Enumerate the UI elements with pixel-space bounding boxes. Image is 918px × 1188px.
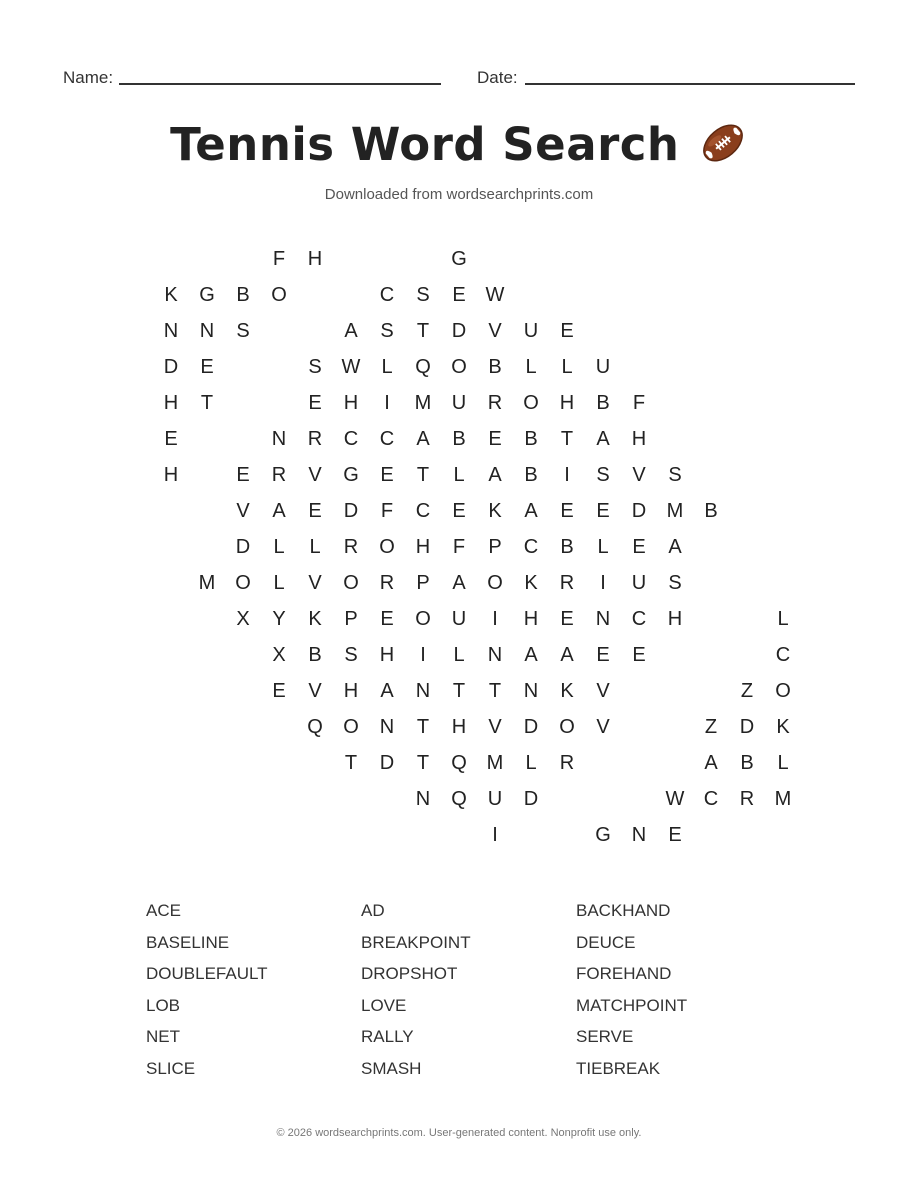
grid-letter[interactable]: H xyxy=(343,680,359,702)
grid-letter[interactable]: T xyxy=(416,716,430,738)
grid-letter[interactable]: D xyxy=(343,500,359,522)
grid-letter[interactable]: L xyxy=(525,752,537,774)
grid-letter[interactable]: L xyxy=(273,572,285,594)
grid-letter[interactable]: C xyxy=(379,284,395,306)
grid-letter[interactable]: D xyxy=(523,716,539,738)
grid-letter[interactable]: A xyxy=(668,536,682,558)
grid-letter[interactable]: S xyxy=(236,320,250,342)
grid-letter[interactable]: O xyxy=(487,572,503,594)
grid-letter[interactable]: T xyxy=(344,752,358,774)
grid-letter[interactable]: W xyxy=(485,284,505,306)
word-list-item: SERVE xyxy=(576,1027,634,1047)
grid-letter[interactable]: P xyxy=(344,608,358,630)
grid-letter[interactable]: D xyxy=(235,536,251,558)
grid-letter[interactable]: U xyxy=(523,320,539,342)
grid-letter[interactable]: L xyxy=(309,536,321,558)
page-title: Tennis Word Search xyxy=(170,118,680,171)
grid-letter[interactable]: N xyxy=(199,320,215,342)
grid-letter[interactable]: N xyxy=(163,320,179,342)
grid-letter[interactable]: R xyxy=(487,392,503,414)
grid-letter[interactable]: C xyxy=(703,788,719,810)
grid-letter[interactable]: B xyxy=(560,536,574,558)
grid-letter[interactable]: M xyxy=(198,572,216,594)
grid-letter[interactable]: S xyxy=(668,572,682,594)
grid-letter[interactable]: I xyxy=(492,608,498,630)
grid-letter[interactable]: N xyxy=(523,680,539,702)
grid-letter[interactable]: K xyxy=(524,572,538,594)
footer-note: © 2026 wordsearchprints.com. User-generated content. Nonprofit use only. xyxy=(276,1127,642,1139)
grid-letter[interactable]: N xyxy=(595,608,611,630)
word-list-item: MATCHPOINT xyxy=(576,995,688,1015)
grid-letter[interactable]: N xyxy=(415,680,431,702)
grid-letter[interactable]: A xyxy=(452,572,466,594)
grid-letter[interactable]: G xyxy=(451,248,467,270)
grid-letter[interactable]: Z xyxy=(740,680,754,702)
grid-letter[interactable]: Q xyxy=(415,356,431,378)
grid-letter[interactable]: T xyxy=(416,320,430,342)
grid-letter[interactable]: H xyxy=(163,464,179,486)
grid-letter[interactable]: T xyxy=(200,392,214,414)
grid-letter[interactable]: O xyxy=(559,716,575,738)
grid-letter[interactable]: H xyxy=(163,392,179,414)
grid-letter[interactable]: U xyxy=(487,788,503,810)
grid-letter[interactable]: E xyxy=(452,284,466,306)
grid-letter[interactable]: O xyxy=(523,392,539,414)
grid-letter[interactable]: E xyxy=(560,320,574,342)
grid-letter[interactable]: Q xyxy=(451,752,467,774)
grid-letter[interactable]: G xyxy=(595,824,611,846)
grid-letter[interactable]: E xyxy=(560,500,574,522)
word-list-item: FOREHAND xyxy=(576,964,672,984)
grid-letter[interactable]: M xyxy=(666,500,684,522)
grid-letter[interactable]: W xyxy=(341,356,361,378)
grid-letter[interactable]: V xyxy=(596,680,610,702)
grid-letter[interactable]: N xyxy=(631,824,647,846)
grid-letter[interactable]: U xyxy=(451,392,467,414)
grid-letter[interactable]: C xyxy=(343,428,359,450)
word-list-item: AD xyxy=(361,901,385,920)
grid-letter[interactable]: G xyxy=(343,464,359,486)
grid-letter[interactable]: N xyxy=(379,716,395,738)
grid-letter[interactable]: R xyxy=(271,464,287,486)
grid-letter[interactable]: H xyxy=(343,392,359,414)
grid-letter[interactable]: H xyxy=(415,536,431,558)
word-list-item: DOUBLEFAULT xyxy=(146,964,268,984)
grid-letter[interactable]: E xyxy=(668,824,682,846)
word-list-item: SLICE xyxy=(146,1059,196,1078)
grid-letter[interactable]: Y xyxy=(272,608,286,630)
grid-letter[interactable]: Q xyxy=(451,788,467,810)
grid-letter[interactable]: V xyxy=(632,464,646,486)
grid-letter[interactable]: E xyxy=(632,644,646,666)
grid-letter[interactable]: N xyxy=(271,428,287,450)
grid-letter[interactable]: K xyxy=(308,608,322,630)
grid-letter[interactable]: D xyxy=(163,356,179,378)
grid-letter[interactable]: K xyxy=(776,716,790,738)
grid-letter[interactable]: C xyxy=(631,608,647,630)
grid-letter[interactable]: R xyxy=(739,788,755,810)
grid-letter[interactable]: C xyxy=(415,500,431,522)
grid-letter[interactable]: H xyxy=(559,392,575,414)
name-label: Name: xyxy=(63,68,114,87)
grid-letter[interactable]: H xyxy=(631,428,647,450)
grid-letter[interactable]: A xyxy=(704,752,718,774)
grid-letter[interactable]: F xyxy=(452,536,466,558)
grid-letter[interactable]: V xyxy=(596,716,610,738)
grid-letter[interactable]: N xyxy=(487,644,503,666)
grid-letter[interactable]: W xyxy=(665,788,685,810)
grid-letter[interactable]: L xyxy=(273,536,285,558)
grid-letter[interactable]: B xyxy=(596,392,610,414)
grid-letter[interactable]: E xyxy=(632,536,646,558)
grid-letter[interactable]: E xyxy=(380,608,394,630)
word-list-item: RALLY xyxy=(361,1027,414,1047)
grid-letter[interactable]: D xyxy=(379,752,395,774)
grid-letter[interactable]: V xyxy=(488,716,502,738)
word-list-item: LOB xyxy=(146,995,181,1015)
grid-letter[interactable]: E xyxy=(596,644,610,666)
grid-letter[interactable]: U xyxy=(451,608,467,630)
grid-letter[interactable]: A xyxy=(344,320,358,342)
grid-letter[interactable]: B xyxy=(740,752,754,774)
grid-letter[interactable]: I xyxy=(420,644,426,666)
grid-letter[interactable]: E xyxy=(452,500,466,522)
word-list-item: DEUCE xyxy=(576,932,636,952)
grid-letter[interactable]: O xyxy=(271,284,287,306)
grid-letter[interactable]: T xyxy=(416,752,430,774)
grid-letter[interactable]: D xyxy=(631,500,647,522)
grid-letter[interactable]: K xyxy=(164,284,178,306)
grid-letter[interactable]: O xyxy=(343,716,359,738)
grid-letter[interactable]: M xyxy=(414,392,432,414)
grid-letter[interactable]: P xyxy=(416,572,430,594)
grid-letter[interactable]: M xyxy=(486,752,504,774)
date-label: Date: xyxy=(477,68,518,87)
grid-letter[interactable]: V xyxy=(308,572,322,594)
grid-letter[interactable]: U xyxy=(631,572,647,594)
grid-letter[interactable]: V xyxy=(308,464,322,486)
grid-letter[interactable]: R xyxy=(559,572,575,594)
grid-letter[interactable]: H xyxy=(379,644,395,666)
grid-letter[interactable]: L xyxy=(777,752,789,774)
grid-letter[interactable]: S xyxy=(380,320,394,342)
grid-letter[interactable]: A xyxy=(524,644,538,666)
grid-letter[interactable]: D xyxy=(523,788,539,810)
grid-letter[interactable]: S xyxy=(596,464,610,486)
grid-letter[interactable]: A xyxy=(272,500,286,522)
grid-letter[interactable]: A xyxy=(416,428,430,450)
grid-letter[interactable]: N xyxy=(415,788,431,810)
grid-letter[interactable]: I xyxy=(492,824,498,846)
grid-letter[interactable]: L xyxy=(453,464,465,486)
word-list-item: TIEBREAK xyxy=(576,1059,661,1078)
grid-letter[interactable]: D xyxy=(739,716,755,738)
grid-letter[interactable]: K xyxy=(560,680,574,702)
grid-letter[interactable]: C xyxy=(523,536,539,558)
word-list-item: DROPSHOT xyxy=(361,964,458,984)
grid-letter[interactable]: H xyxy=(451,716,467,738)
word-list-item: ACE xyxy=(146,901,181,920)
grid-letter[interactable]: U xyxy=(595,356,611,378)
grid-letter[interactable]: C xyxy=(379,428,395,450)
grid-letter[interactable]: V xyxy=(236,500,250,522)
grid-letter[interactable]: L xyxy=(597,536,609,558)
grid-letter[interactable]: E xyxy=(200,356,214,378)
grid-letter[interactable]: L xyxy=(453,644,465,666)
grid-letter[interactable]: E xyxy=(308,392,322,414)
grid-letter[interactable]: E xyxy=(488,428,502,450)
word-list-item: BREAKPOINT xyxy=(361,932,471,952)
grid-letter[interactable]: I xyxy=(384,392,390,414)
grid-letter[interactable]: A xyxy=(488,464,502,486)
grid-letter[interactable]: A xyxy=(560,644,574,666)
word-list-item: SMASH xyxy=(361,1059,422,1078)
grid-letter[interactable]: A xyxy=(380,680,394,702)
grid-letter[interactable]: R xyxy=(559,752,575,774)
grid-letter[interactable]: R xyxy=(343,536,359,558)
grid-letter[interactable]: Q xyxy=(307,716,323,738)
grid-letter[interactable]: T xyxy=(560,428,574,450)
grid-letter[interactable]: L xyxy=(381,356,393,378)
grid-letter[interactable]: O xyxy=(451,356,467,378)
grid-letter[interactable]: R xyxy=(379,572,395,594)
grid-letter[interactable]: K xyxy=(488,500,502,522)
grid-letter[interactable]: C xyxy=(775,644,791,666)
grid-letter[interactable]: B xyxy=(524,428,538,450)
grid-letter[interactable]: B xyxy=(704,500,718,522)
grid-letter[interactable]: D xyxy=(451,320,467,342)
grid-letter[interactable]: F xyxy=(632,392,646,414)
grid-letter[interactable]: X xyxy=(236,608,250,630)
grid-letter[interactable]: B xyxy=(488,356,502,378)
word-list-item: LOVE xyxy=(361,995,407,1015)
grid-letter[interactable]: A xyxy=(596,428,610,450)
grid-letter[interactable]: S xyxy=(344,644,358,666)
grid-letter[interactable]: V xyxy=(488,320,502,342)
grid-letter[interactable]: T xyxy=(416,464,430,486)
grid-letter[interactable]: H xyxy=(667,608,683,630)
grid-letter[interactable]: E xyxy=(272,680,286,702)
grid-letter[interactable]: O xyxy=(379,536,395,558)
grid-letter[interactable]: E xyxy=(560,608,574,630)
grid-letter[interactable]: G xyxy=(199,284,215,306)
grid-letter[interactable]: S xyxy=(308,356,322,378)
grid-letter[interactable]: P xyxy=(488,536,502,558)
word-list-item: NET xyxy=(146,1027,180,1047)
grid-letter[interactable]: E xyxy=(308,500,322,522)
grid-letter[interactable]: X xyxy=(272,644,286,666)
grid-letter[interactable]: Z xyxy=(704,716,718,738)
grid-letter[interactable]: I xyxy=(564,464,570,486)
grid-letter[interactable]: L xyxy=(525,356,537,378)
grid-letter[interactable]: F xyxy=(380,500,394,522)
grid-letter[interactable]: H xyxy=(307,248,323,270)
grid-letter[interactable]: B xyxy=(524,464,538,486)
grid-letter[interactable]: O xyxy=(235,572,251,594)
grid-letter[interactable]: O xyxy=(343,572,359,594)
grid-letter[interactable]: S xyxy=(416,284,430,306)
grid-letter[interactable]: B xyxy=(236,284,250,306)
grid-letter[interactable]: E xyxy=(380,464,394,486)
grid-letter[interactable]: T xyxy=(488,680,502,702)
grid-letter[interactable]: R xyxy=(307,428,323,450)
grid-letter[interactable]: O xyxy=(775,680,791,702)
grid-letter[interactable]: T xyxy=(452,680,466,702)
grid-letter[interactable]: B xyxy=(452,428,466,450)
grid-letter[interactable]: I xyxy=(600,572,606,594)
grid-letter[interactable]: B xyxy=(308,644,322,666)
grid-letter[interactable]: E xyxy=(164,428,178,450)
subtitle: Downloaded from wordsearchprints.com xyxy=(324,186,594,203)
grid-letter[interactable]: O xyxy=(415,608,431,630)
grid-letter[interactable]: S xyxy=(668,464,682,486)
grid-letter[interactable]: M xyxy=(774,788,792,810)
word-list-item: BASELINE xyxy=(146,932,230,952)
grid-letter[interactable]: F xyxy=(272,248,286,270)
grid-letter[interactable]: E xyxy=(596,500,610,522)
grid-letter[interactable]: E xyxy=(236,464,250,486)
grid-letter[interactable]: V xyxy=(308,680,322,702)
grid-letter[interactable]: H xyxy=(523,608,539,630)
grid-letter[interactable]: A xyxy=(524,500,538,522)
word-list-item: BACKHAND xyxy=(576,901,671,920)
grid-letter[interactable]: L xyxy=(777,608,789,630)
grid-letter[interactable]: L xyxy=(561,356,573,378)
